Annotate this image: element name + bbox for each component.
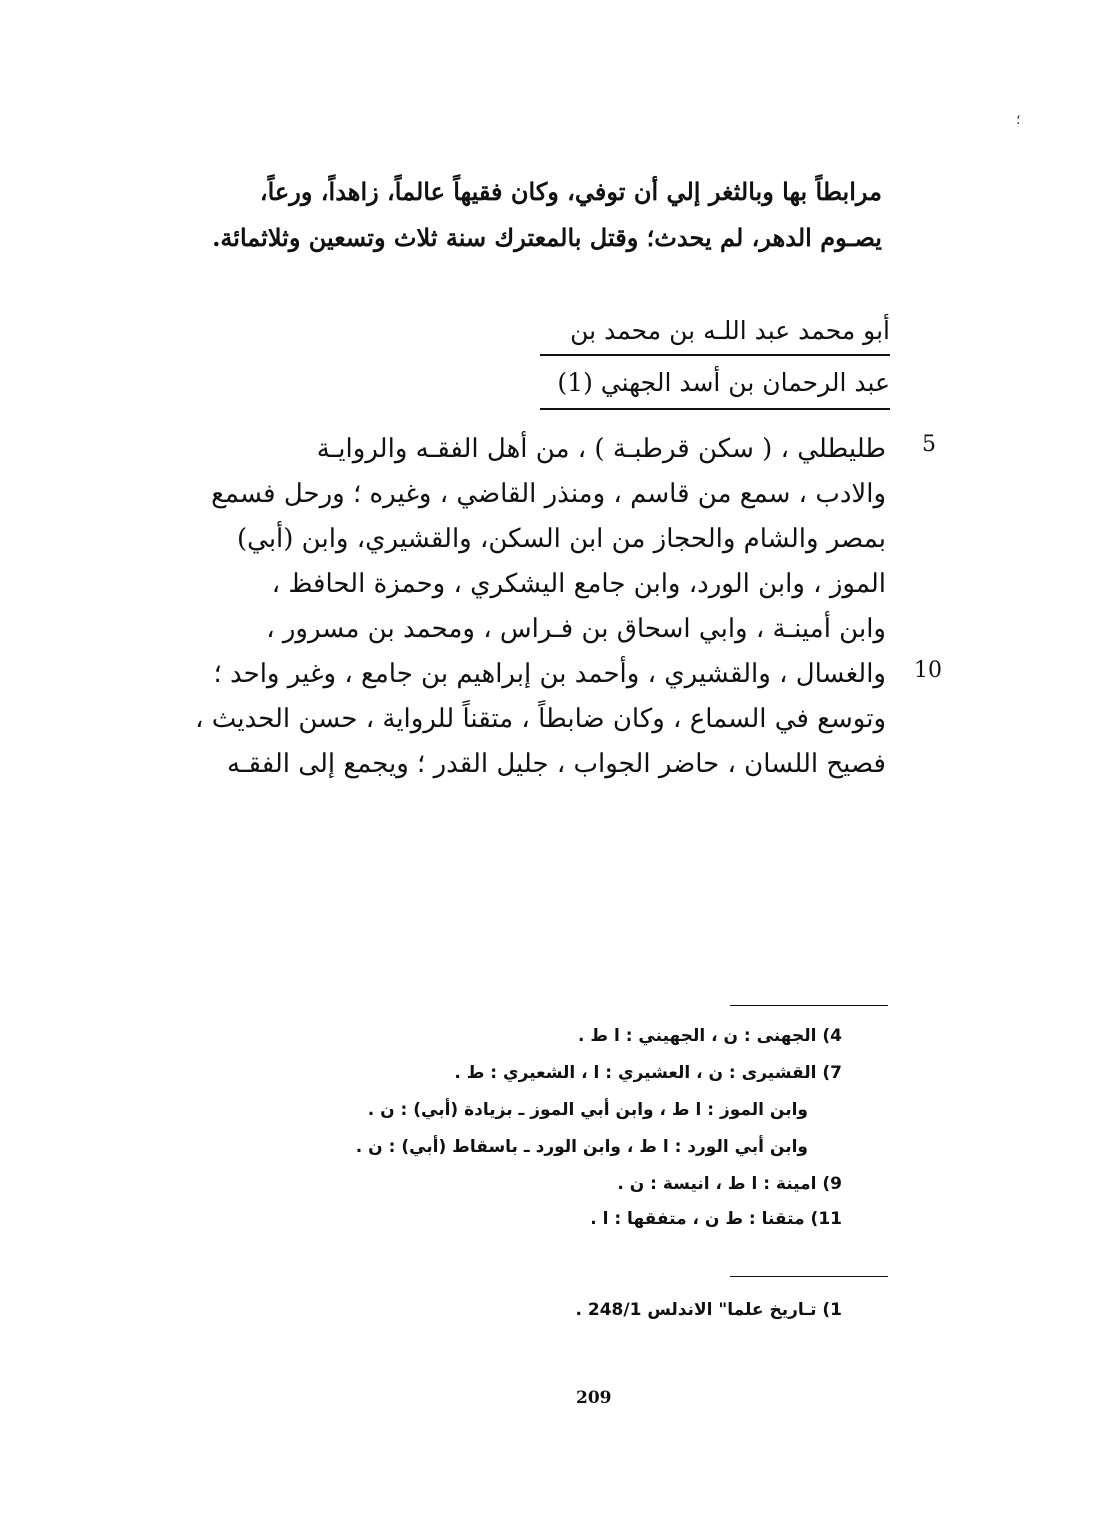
entry-heading-line-1: أبو محمد عبد اللـه بن محمد بن bbox=[570, 316, 890, 345]
margin-mark: ؛ bbox=[1016, 112, 1021, 128]
page-number: 209 bbox=[576, 1388, 612, 1408]
body-line-3: بمصر والشام والحجاز من ابن السكن، والقشيري، وابن (أبي) bbox=[237, 524, 886, 554]
heading-rule-bottom bbox=[540, 408, 890, 410]
top-paragraph-line-2: يصـوم الدهر، لم يحدث؛ وقتل بالمعترك سنة ثلاث وتسعين وثلاثمائة. bbox=[212, 223, 882, 252]
variant-notes-rule bbox=[730, 1005, 888, 1006]
top-paragraph-line-1: مرابطاً بها وبالثغر إلي أن توفي، وكان فقيهاً عالماً، زاهداً، ورعاً، bbox=[259, 177, 882, 206]
body-line-5: وابن أمينـة ، وابي اسحاق بن فـراس ، ومحمد بن مسرور ، bbox=[266, 614, 886, 644]
variant-note: 11) متقنا : ط ن ، متفقها : ا . bbox=[590, 1209, 842, 1229]
body-line-6: والغسال ، والقشيري ، وأحمد بن إبراهيم بن جامع ، وغير واحد ؛ bbox=[213, 659, 886, 689]
variant-note: وابن الموز : ا ط ، وابن أبي الموز ـ بزيادة (أبي) : ن . bbox=[367, 1100, 808, 1120]
line-number-10: 10 bbox=[914, 658, 942, 683]
line-number-5: 5 bbox=[922, 432, 936, 457]
body-line-1: طليطلي ، ( سكن قرطبـة ) ، من أهل الفقـه والروايـة bbox=[316, 434, 886, 464]
body-line-7: وتوسع في السماع ، وكان ضابطاً ، متقناً للرواية ، حسن الحديث ، bbox=[195, 704, 886, 734]
heading-rule-middle bbox=[540, 354, 890, 356]
variant-note: 4) الجهنى : ن ، الجهيني : ا ط . bbox=[578, 1026, 842, 1046]
variant-note: 7) القشيرى : ن ، العشيري : ا ، الشعيري : ط . bbox=[454, 1063, 842, 1083]
body-line-2: والادب ، سمع من قاسم ، ومنذر القاضي ، وغيره ؛ ورحل فسمع bbox=[211, 479, 886, 509]
body-line-8: فصيح اللسان ، حاضر الجواب ، جليل القدر ؛ ويجمع إلى الفقـه bbox=[227, 749, 886, 779]
variant-note: 9) امينة : ا ط ، انيسة : ن . bbox=[617, 1174, 842, 1194]
source-notes-rule bbox=[730, 1276, 888, 1277]
body-line-4: الموز ، وابن الورد، وابن جامع اليشكري ، وحمزة الحافظ ، bbox=[271, 569, 886, 599]
variant-note: وابن أبي الورد : ا ط ، وابن الورد ـ باسقاط (أبي) : ن . bbox=[355, 1137, 808, 1157]
entry-heading-line-2: عبد الرحمان بن أسد الجهني (1) bbox=[557, 368, 890, 397]
source-note: 1) تـاريخ علما" الاندلس 248/1 . bbox=[575, 1300, 842, 1320]
